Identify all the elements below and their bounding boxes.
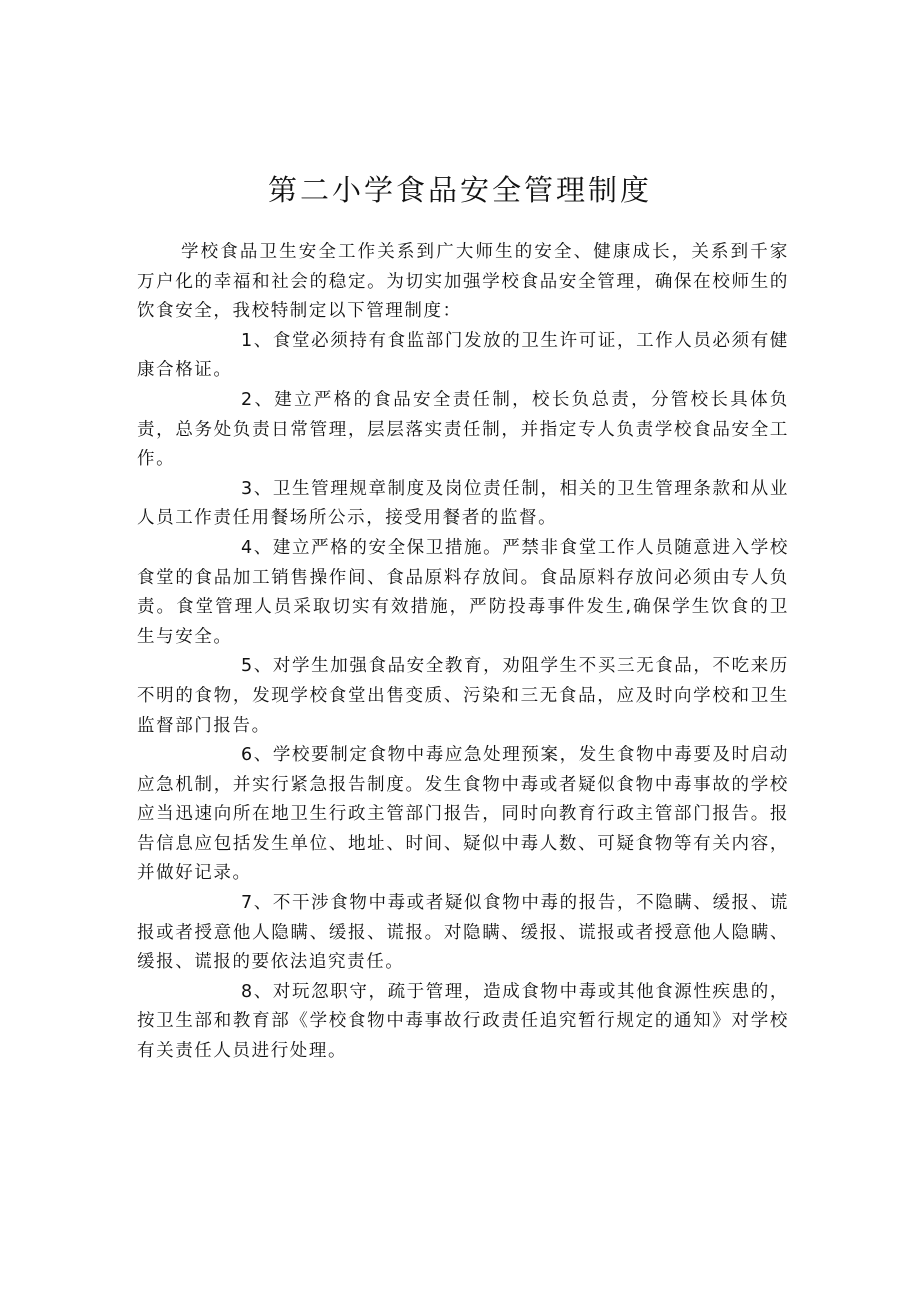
rule-item-8: 8、对玩忽职守，疏于管理，造成食物中毒或其他食源性疾患的，按卫生部和教育部《学校食物中毒事故行政责任追究暂行规定的通知》对学校有关责任人员进行处理。 [137,981,789,1062]
rule-item-2: 2、建立严格的食品安全责任制，校长负总责，分管校长具体负责，总务处负责日常管理，层层落实责任制，并指定专人负责学校食品安全工作。 [137,389,789,470]
rule-item-6: 6、学校要制定食物中毒应急处理预案，发生食物中毒要及时启动应急机制，并实行紧急报告制度。发生食物中毒或者疑似食物中毒事故的学校应当迅速向所在地卫生行政主管部门报告，同时向教育行政主管部门报告。报告信息应包括发生单位、地址、时间、疑似中毒人数、可疑食物等有关内容，并做好记录。 [137,745,789,884]
document-body [137,238,789,1067]
intro-paragraph: 学校食品卫生安全工作关系到广大师生的安全、健康成长，关系到千家万户化的幸福和社会的稳定。为切实加强学校食品安全管理，确保在校师生的饮食安全，我校特制定以下管理制度： [137,242,789,322]
rule-item-1: 1、食堂必须持有食监部门发放的卫生许可证，工作人员必须有健康合格证。 [137,330,789,381]
document-title: 第二小学食品安全管理制度 [267,173,652,207]
rule-item-7: 7、不干涉食物中毒或者疑似食物中毒的报告，不隐瞒、缓报、谎报或者授意他人隐瞒、缓报、谎报。对隐瞒、缓报、谎报或者授意他人隐瞒、缓报、谎报的要依法追究责任。 [137,893,789,973]
rule-item-4: 4、建立严格的安全保卫措施。严禁非食堂工作人员随意进入学校食堂的食品加工销售操作间、食品原料存放间。食品原料存放问必须由专人负责。食堂管理人员采取切实有效措施，严防投毒事件发生,确保学生饮食的卫生与安全。 [137,537,789,647]
rule-item-3: 3、卫生管理规章制度及岗位责任制，相关的卫生管理条款和从业人员工作责任用餐场所公示，接受用餐者的监督。 [137,478,789,529]
rule-item-5: 5、对学生加强食品安全教育，劝阻学生不买三无食品，不吃来历不明的食物，发现学校食堂出售变质、污染和三无食品，应及时向学校和卫生监督部门报告。 [137,656,789,736]
